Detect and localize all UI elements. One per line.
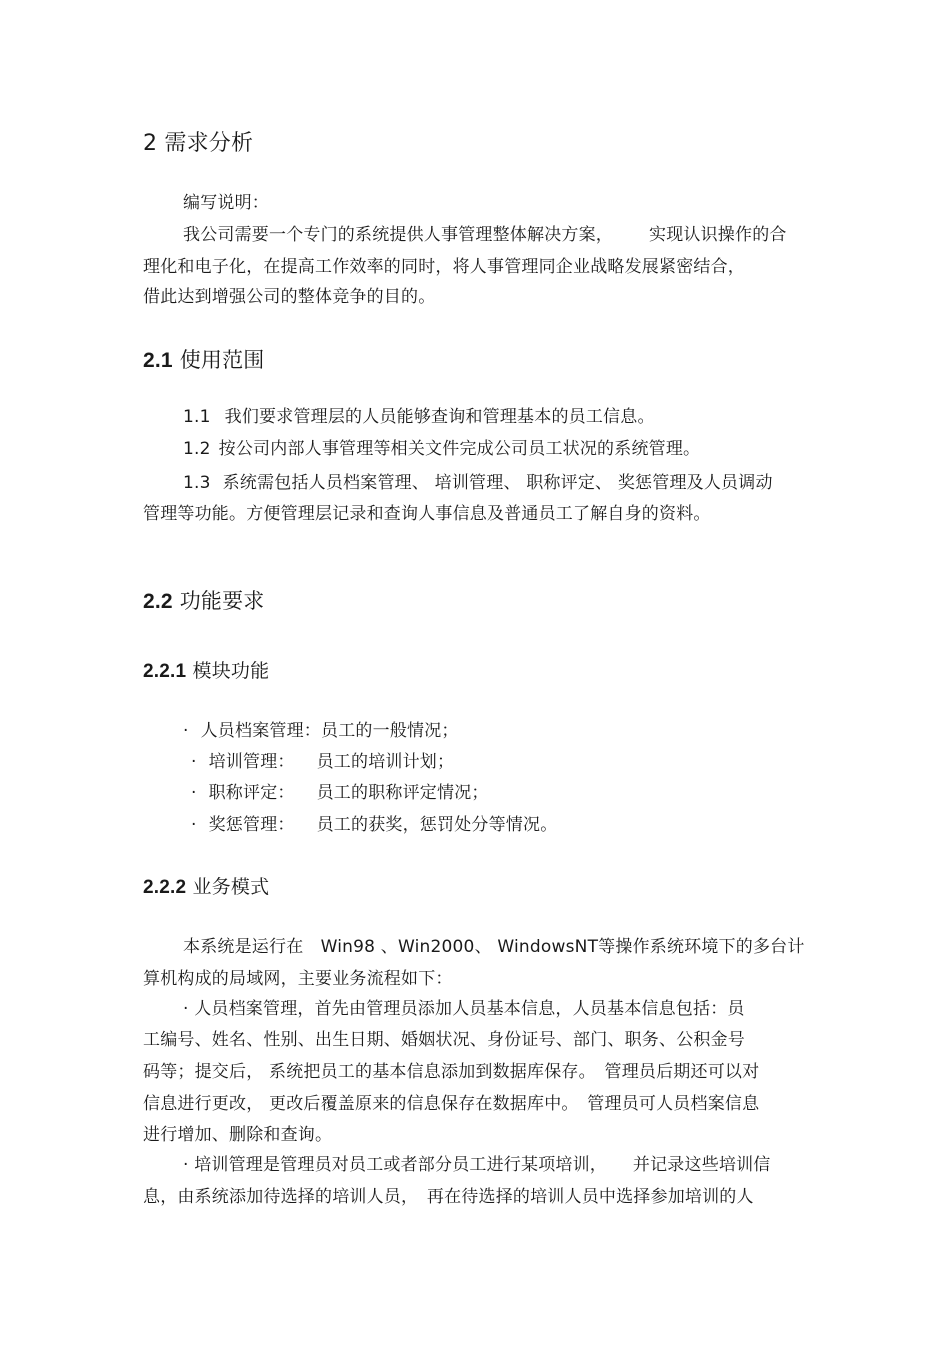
intro-line-1b: 实现认识操作的合 — [649, 225, 787, 245]
module-bullet-3 — [191, 782, 489, 804]
bullet-label: 人员档案管理： — [200, 721, 322, 741]
business-line-3: · 人员档案管理，首先由管理员添加人员基本信息，人员基本信息包括：员 — [183, 999, 745, 1019]
scope-item-text: 系统需包括人员档案管理、 培训管理、 职称评定、 奖惩管理及人员调动 — [222, 473, 773, 493]
scope-item-1 — [183, 406, 655, 428]
business-title: 业务模式 — [192, 876, 270, 898]
scope-title: 使用范围 — [179, 348, 265, 372]
module-bullet-1 — [183, 720, 459, 742]
business-line-4: 工编号、姓名、性别、出生日期、婚姻状况、身份证号、部门、职务、公积金号 — [143, 1030, 745, 1050]
module-bullet-4 — [191, 814, 557, 836]
business-line-2: 算机构成的局域网，主要业务流程如下： — [143, 969, 453, 989]
intro-line-1 — [183, 224, 787, 246]
bullet-dot: · — [191, 815, 197, 835]
business-number: 2.2.2 — [143, 877, 187, 898]
scope-number: 2.1 — [143, 349, 173, 372]
business-heading — [143, 874, 269, 901]
requirements-number: 2.2 — [143, 590, 173, 613]
scope-item-num: 1.2 — [183, 439, 211, 459]
intro-line-3: 借此达到增强公司的整体竞争的目的。 — [143, 287, 436, 307]
bullet-label: 职称评定： — [208, 783, 295, 803]
business-line-9: 息，由系统添加待选择的培训人员， 再在待选择的培训人员中选择参加培训的人 — [143, 1187, 754, 1207]
business-line-7: 进行增加、删除和查询。 — [143, 1125, 333, 1145]
business-line-1: 本系统是运行在 Win98 、Win2000、 WindowsNT等操作系统环境下的多台计 — [183, 937, 805, 957]
bullet-text: 员工的培训计划； — [316, 752, 455, 772]
business-line-8: · 培训管理是管理员对员工或者部分员工进行某项培训， 并记录这些培训信 — [183, 1155, 771, 1175]
intro-label: 编写说明： — [183, 193, 269, 213]
bullet-label: 奖惩管理： — [208, 815, 295, 835]
bullet-text: 员工的一般情况； — [321, 721, 459, 741]
scope-item-2 — [183, 438, 700, 460]
scope-item-num: 1.1 — [183, 407, 211, 427]
requirements-title: 功能要求 — [179, 589, 265, 613]
scope-item-text: 按公司内部人事管理等相关文件完成公司员工状况的系统管理。 — [218, 439, 701, 459]
bullet-label: 培训管理： — [208, 752, 295, 772]
bullet-dot: · — [191, 783, 197, 803]
modules-heading — [143, 658, 269, 685]
bullet-dot: · — [183, 721, 189, 741]
scope-item-3-cont: 管理等功能。方便管理层记录和查询人事信息及普通员工了解自身的资料。 — [143, 504, 711, 524]
requirements-heading — [143, 587, 265, 616]
bullet-text: 员工的职称评定情况； — [316, 783, 489, 803]
modules-number: 2.2.1 — [143, 661, 187, 682]
scope-heading — [143, 346, 265, 375]
business-line-5: 码等；提交后， 系统把员工的基本信息添加到数据库保存。 管理员后期还可以对 — [143, 1062, 760, 1082]
section-title: 2 需求分析 — [143, 131, 254, 156]
bullet-dot: · — [191, 752, 197, 772]
module-bullet-2 — [191, 751, 454, 773]
scope-item-num: 1.3 — [183, 473, 211, 493]
scope-item-3 — [183, 472, 773, 494]
intro-line-2: 理化和电子化，在提高工作效率的同时，将人事管理同企业战略发展紧密结合， — [143, 257, 745, 277]
business-line-6: 信息进行更改， 更改后覆盖原来的信息保存在数据库中。 管理员可人员档案信息 — [143, 1094, 760, 1114]
scope-item-text: 我们要求管理层的人员能够查询和管理基本的员工信息。 — [224, 407, 655, 427]
bullet-text: 员工的获奖，惩罚处分等情况。 — [316, 815, 558, 835]
intro-line-1a: 我公司需要一个专门的系统提供人事管理整体解决方案， — [183, 225, 613, 245]
modules-title: 模块功能 — [192, 660, 270, 682]
